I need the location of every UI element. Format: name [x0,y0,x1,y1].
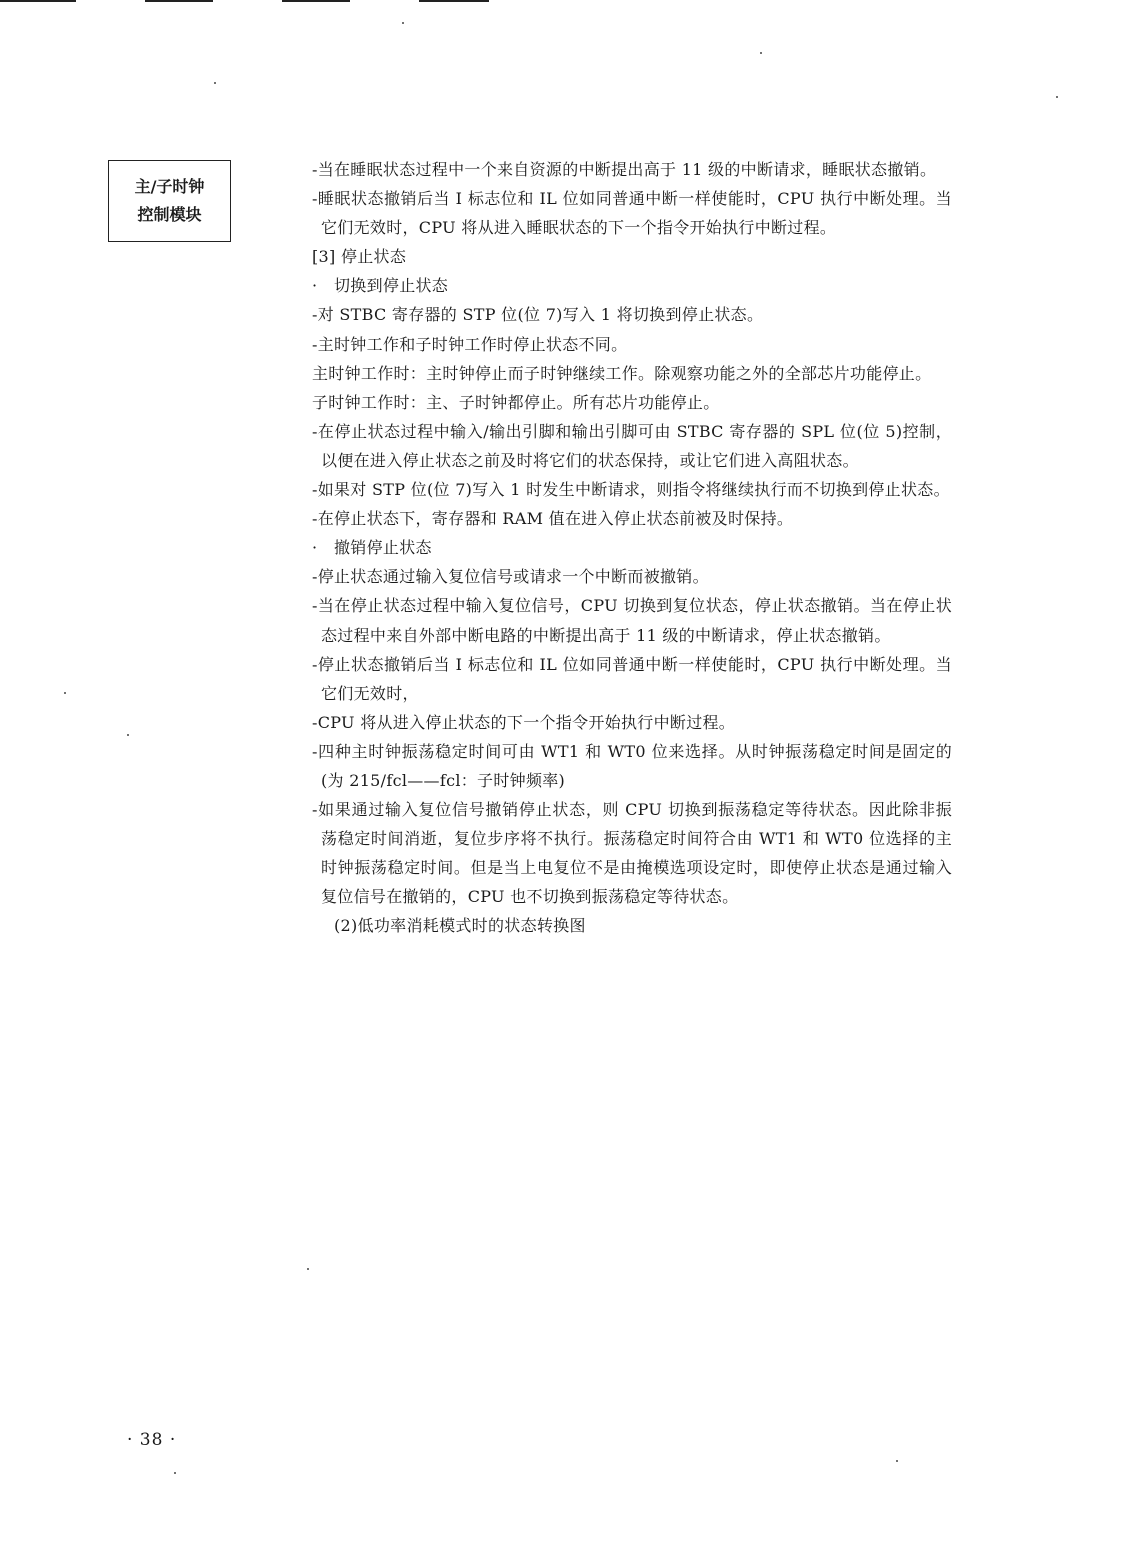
paragraph: -睡眠状态撤销后当 I 标志位和 IL 位如同普通中断一样使能时，CPU 执行中断处理。当它们无效时，CPU 将从进入睡眠状态的下一个指令开始执行中断过程。 [312,189,952,238]
scan-speck [402,22,404,24]
bullet-dot-icon: · [312,276,318,296]
paragraph: -如果通过输入复位信号撤销停止状态，则 CPU 切换到振荡稳定等待状态。因此除非振荡稳定时间消逝，复位步序将不执行。振荡稳定时间符合由 WT1 和 WT0 位选择的主时钟振荡稳定时间。但是当上电复位不是由掩模选项设定时，即使停止状态是通过输入复位信号在撤销的，CPU 也不切换到振荡稳定等待状态。 [312,800,952,907]
paragraph: -在停止状态下，寄存器和 RAM 值在进入停止状态前被及时保持。 [312,509,794,529]
bullet-heading-text: 撤销停止状态 [334,538,432,558]
paragraph: -当在停止状态过程中输入复位信号，CPU 切换到复位状态，停止状态撤销。当在停止状态过程中来自外部中断电路的中断提出高于 11 级的中断请求，停止状态撤销。 [312,596,952,645]
paragraph: -主时钟工作和子时钟工作时停止状态不同。 [312,334,628,354]
margin-label-line2: 控制模块 [137,205,202,224]
scan-speck [896,1460,898,1462]
scan-speck [307,1268,309,1270]
paragraph: -对 STBC 寄存器的 STP 位(位 7)写入 1 将切换到停止状态。 [312,305,764,325]
paragraph: -CPU 将从进入停止状态的下一个指令开始执行中断过程。 [312,712,736,732]
body-text [312,155,952,941]
page-number: · 38 · [127,1430,177,1450]
margin-label-box [108,160,231,242]
scan-speck [1056,96,1058,98]
top-rule-4 [419,0,489,2]
scan-speck [760,52,762,54]
bullet-heading [312,271,952,300]
scan-speck [127,734,129,736]
bullet-dot-icon: · [312,538,318,558]
scan-speck [64,692,66,694]
bullet-heading [312,533,952,562]
paragraph: -四种主时钟振荡稳定时间可由 WT1 和 WT0 位来选择。从时钟振荡稳定时间是固定的(为 215/fcl——fcl：子时钟频率) [312,741,952,790]
top-rule-2 [145,0,213,2]
section-heading-stop-state: [3] 停止状态 [312,247,407,267]
paragraph: 子时钟工作时：主、子时钟都停止。所有芯片功能停止。 [312,392,720,412]
paragraph: 主时钟工作时：主时钟停止而子时钟继续工作。除观察功能之外的全部芯片功能停止。 [312,363,932,383]
scan-speck [174,1472,176,1474]
top-rule-3 [282,0,350,2]
top-rule-1 [0,0,76,2]
margin-label-line1: 主/子时钟 [134,177,205,196]
paragraph: -在停止状态过程中输入/输出引脚和输出引脚可由 STBC 寄存器的 SPL 位(位 5)控制，以便在进入停止状态之前及时将它们的状态保持，或让它们进入高阻状态。 [312,421,952,470]
paragraph: -停止状态通过输入复位信号或请求一个中断而被撤销。 [312,567,709,587]
subsection-heading: (2)低功率消耗模式时的状态转换图 [334,916,586,936]
scan-speck [214,82,216,84]
paragraph: -当在睡眠状态过程中一个来自资源的中断提出高于 11 级的中断请求，睡眠状态撤销。 [312,160,937,179]
bullet-heading-text: 切换到停止状态 [334,276,449,296]
paragraph: -如果对 STP 位(位 7)写入 1 时发生中断请求，则指令将继续执行而不切换到停止状态。 [312,480,950,500]
paragraph: -停止状态撤销后当 I 标志位和 IL 位如同普通中断一样使能时，CPU 执行中断处理。当它们无效时， [312,654,952,703]
